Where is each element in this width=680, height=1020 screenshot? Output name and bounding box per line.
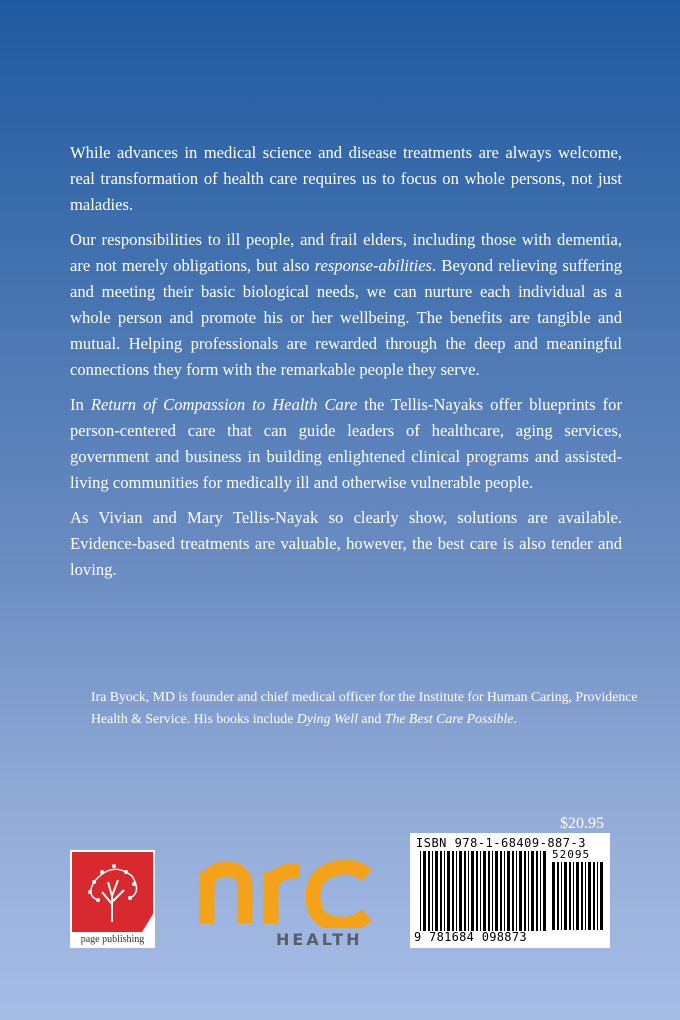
barcode-bar xyxy=(569,862,571,930)
book-title-best-care-possible: The Best Care Possible xyxy=(384,711,514,726)
barcode-addon-bars xyxy=(552,862,604,930)
barcode-bar xyxy=(432,851,433,931)
barcode-bar xyxy=(444,851,445,931)
isbn-text: ISBN 978-1-68409-887-3 xyxy=(416,836,586,850)
nrc-logo-icon xyxy=(197,853,377,928)
barcode-bar xyxy=(512,851,514,931)
nrc-health-wordmark: HEALTH xyxy=(276,930,363,949)
barcode-bar xyxy=(600,862,603,930)
barcode-bar xyxy=(540,851,541,931)
barcode-bar xyxy=(516,851,517,931)
barcode-bar xyxy=(524,851,526,931)
barcode-bar xyxy=(576,862,579,930)
barcode-bar xyxy=(597,862,598,930)
barcode-bar xyxy=(500,851,502,931)
barcode-bar xyxy=(447,851,450,931)
endorsement-attribution: Ira Byock, MD is founder and chief medical officer for the Institute for Human Caring, Providence Health & Service. His books include Dying Well and The Best Care Possible. xyxy=(91,689,638,726)
barcode-bar xyxy=(428,851,430,931)
barcode-bar xyxy=(507,851,510,931)
barcode-bar xyxy=(492,851,493,931)
book-title-dying-well: Dying Well xyxy=(296,711,358,726)
barcode-bar xyxy=(552,862,555,930)
barcode-bar xyxy=(536,851,538,931)
tree-icon xyxy=(72,852,153,932)
barcode-bar xyxy=(459,851,462,931)
barcode-bar xyxy=(561,862,562,930)
barcode-bar xyxy=(420,851,421,931)
barcode-bar xyxy=(564,862,567,930)
blurb-paragraph-1: While advances in medical science and disease treatments are always welcome, real transformation of health care requires us to focus on whole persons, not just maladies. xyxy=(70,143,622,214)
barcode-bar xyxy=(573,862,574,930)
page-publishing-logo xyxy=(70,850,155,948)
barcode-bar xyxy=(588,862,591,930)
barcode-bar xyxy=(468,851,469,931)
barcode-addon-number: 52095 xyxy=(552,848,591,861)
barcode-bar xyxy=(581,862,583,930)
barcode-bar xyxy=(440,851,442,931)
blurb-paragraph-3: In Return of Compassion to Health Care the Tellis-Nayaks offer blueprints for person-centered care that can guide leaders of healthcare, aging services, government and business in building enlightened clinical programs and assisted-living communities for medically ill and otherwise vulnerable people. xyxy=(70,395,622,492)
price-label: $20.95 xyxy=(560,815,604,832)
blurb-paragraph-2: Our responsibilities to ill people, and frail elders, including those with dementia, are not merely obligations, but also response-abilities. Beyond relieving suffering and meeting their basic biological needs, we can nurture each individual as a whole person and promote his or her wellbeing. The benefits are tangible and mutual. Helping professionals are rewarded through the deep and meaningful connections they form with the remarkable people they serve. xyxy=(70,230,622,379)
barcode-bar xyxy=(543,851,546,931)
barcode-bar xyxy=(488,851,490,931)
publisher-label: page publishing xyxy=(80,934,145,945)
barcode-bar xyxy=(423,851,426,931)
barcode-bar xyxy=(456,851,457,931)
barcode-bars xyxy=(420,851,548,931)
barcode-bar xyxy=(452,851,454,931)
barcode-bar xyxy=(476,851,478,931)
barcode-bar xyxy=(528,851,529,931)
barcode-bar xyxy=(435,851,438,931)
barcode-bar xyxy=(519,851,522,931)
barcode-bar xyxy=(483,851,486,931)
barcode-bar xyxy=(471,851,474,931)
barcode-digits: 9 781684 098873 xyxy=(414,930,527,944)
blurb-paragraph-4: As Vivian and Mary Tellis-Nayak so clearly show, solutions are available. Evidence-based treatments are valuable, however, the best care is also tender and loving. xyxy=(70,508,622,579)
isbn-barcode xyxy=(410,833,610,948)
barcode-bar xyxy=(504,851,505,931)
barcode-bar xyxy=(585,862,586,930)
emphasis-response-abilities: response-abilities xyxy=(314,256,433,275)
book-title-return-of-compassion: Return of Compassion to Health Care xyxy=(90,395,358,414)
back-cover-blurb xyxy=(70,140,622,592)
barcode-bar xyxy=(531,851,534,931)
barcode-bar xyxy=(480,851,481,931)
barcode-bar xyxy=(464,851,466,931)
barcode-bar xyxy=(495,851,498,931)
barcode-bar xyxy=(557,862,559,930)
barcode-bar xyxy=(593,862,595,930)
